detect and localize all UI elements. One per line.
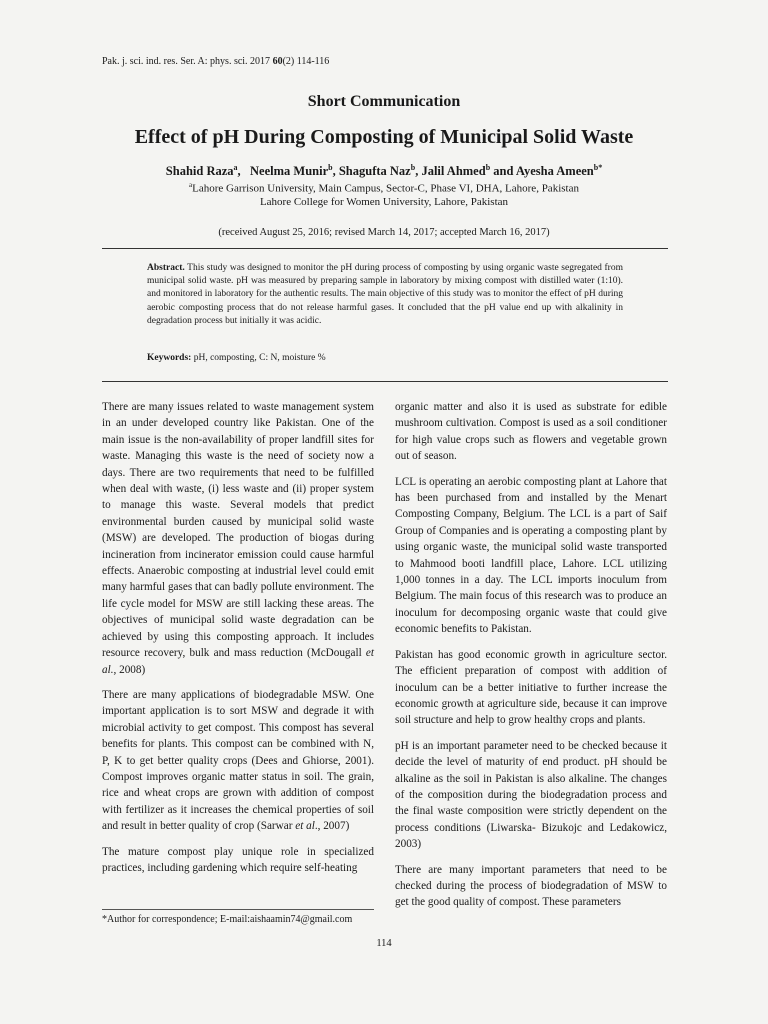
journal-prefix: Pak. j. sci. ind. res. Ser. A: phys. sci. 2017 <box>102 56 273 67</box>
right-column <box>395 399 667 920</box>
left-column <box>102 399 374 885</box>
footnote-divider <box>102 909 374 910</box>
paragraph: LCL is operating an aerobic composting plant at Lahore that has been purchased from and installed by the Menart Composting Company, Belgium. The LCL is a part of Saif Group of Companies and is operating a composting plant by using organic waste, the municipal solid waste transported to Mahmood booti landfill place, Lahore. LCL utilizing 1,000 tonnes in a day. The LCL imports inoculum from Belgium. The main focus of this research was to produce an inoculum for decomposing organic waste that could give economic benefits to Pakistan. <box>395 475 667 636</box>
author-sup: b <box>328 163 333 172</box>
paragraph-text: ., 2007) <box>314 820 350 833</box>
paragraph <box>102 687 374 835</box>
journal-citation <box>102 56 329 67</box>
received-dates: (received August 25, 2016; revised March 14, 2017; accepted March 16, 2017) <box>218 227 550 238</box>
keywords-text: pH, composting, C: N, moisture % <box>191 353 326 363</box>
abstract-divider <box>102 381 668 382</box>
paper-title: Effect of pH During Composting of Municipal Solid Waste <box>134 126 634 148</box>
paragraph: The mature compost play unique role in specialized practices, including gardening which require self-heating <box>102 845 374 874</box>
author-name: Shahid Raza <box>165 164 234 179</box>
page-number: 114 <box>376 938 392 949</box>
abstract-label: Abstract. <box>147 263 185 273</box>
affiliation-a <box>0 181 768 195</box>
author-name: Ayesha Ameen <box>515 164 594 179</box>
paragraph: pH is an important parameter need to be checked because it decide the level of maturity of end product. pH should be alkaline as the soil in Pakistan is also alkaline. The changes of the composition during the biodegradation process and the final waste composition were strictly dependent on the process conditions (Liwarska- Bizukojc and Ledakowicz, 2003) <box>395 739 667 851</box>
abstract <box>147 262 623 328</box>
paragraph: organic matter and also it is used as substrate for edible mushroom cultivation. Compost is used as a soil conditioner for high value crops such as flowers and vegetable grown out of season. <box>395 401 667 463</box>
affiliation-text: Lahore Garrison University, Main Campus, Sector-C, Phase VI, DHA, Lahore, Pakistan <box>192 182 579 195</box>
author-name: Neelma Munir <box>250 164 329 179</box>
keywords <box>147 353 326 363</box>
author-list: Shahid Raza$^a$, Neelma Munir$^b$, Shagufta Naz$^b$, Jalil Ahmed$^b$ and Ayesha Ameen$^{b*}$ <box>165 163 603 179</box>
paragraph <box>102 399 374 678</box>
journal-volume: 60 <box>272 56 283 67</box>
paragraph-text: There are many applications of biodegradable MSW. One important application is to sort MSW and degrade it with microbial activity to get compost. This compost has several benefits for plants. This compost can be combined with N, P, K to get better quality crops (Dees and Ghiorse, 2001). Compost improves organic matter status in soil. The grain, rice and wheat crops are grown with addition of compost with fertilizer as it increases the chemical properties of soil and result in better quality of crop (Sarwar <box>102 688 374 833</box>
affiliation-b: Lahore College for Women University, Lahore, Pakistan <box>259 196 509 208</box>
etal-text: et al., <box>102 647 374 676</box>
top-divider <box>102 248 668 249</box>
journal-suffix: (2) 114-116 <box>282 56 330 67</box>
author-sup: b* <box>593 163 603 172</box>
abstract-text: This study was designed to monitor the pH during process of composting by using organic waste segregated from municipal solid waste. pH was measured by preparing sample in laboratory by mixing compost with distilled water (1:10). and monitored in laboratory for the authentic results. The main objective of this study was to monitor the effect of pH during aerobic composting process that do not release harmful gases. It concluded that the pH value end up with alkalinity in degradation process but initially it was acidic. <box>147 263 623 326</box>
paragraph: There are many important parameters that need to be checked during the process of biodegradation of MSW to get the good quality of compost. These parameters <box>395 863 667 909</box>
author-sup: a <box>233 163 238 172</box>
author-name: Jalil Ahmed <box>421 164 486 179</box>
paragraph-text: 2008) <box>116 663 146 676</box>
author-name: Shagufta Naz <box>338 164 411 179</box>
keywords-label: Keywords: <box>147 353 192 363</box>
affiliation-sup: a <box>189 181 193 189</box>
etal-text: et al <box>295 820 315 833</box>
author-sup: b <box>410 163 416 172</box>
correspondence-footnote: *Author for correspondence; E-mail:aishaamin74@gmail.com <box>102 914 353 925</box>
paragraph-text: There are many issues related to waste management system in an under developed country like Pakistan. One of the main issue is the non-availability of proper landfill sites for waste. Managing this waste is the need of society now a days. There are two requirements that need to be fulfilled when deal with waste, (i) less waste and (ii) proper system to manage this waste. Several models that predict environmental burden caused by municipal solid waste (MSW) are developed. The production of biogas during incineration from incinerator emission could cause harmful effects. Anaerobic composting at industrial level could emit many harmful gases that can badly pollute environment. The life cycle model for MSW are still lacking these areas. The objectives of municipal solid waste degradation can be achieved by using this composting approach. It includes resource recovery, bulk and mass reduction (McDougall <box>102 401 374 660</box>
author-sup: b <box>485 163 491 172</box>
section-label: Short Communication <box>307 93 461 110</box>
paragraph: Pakistan has good economic growth in agriculture sector. The efficient preparation of compost with addition of inoculum can be a better initiative to further increase the economic growth at agriculture side, because it can improve soil structure and help to grow healthy crops and plants. <box>395 648 667 727</box>
